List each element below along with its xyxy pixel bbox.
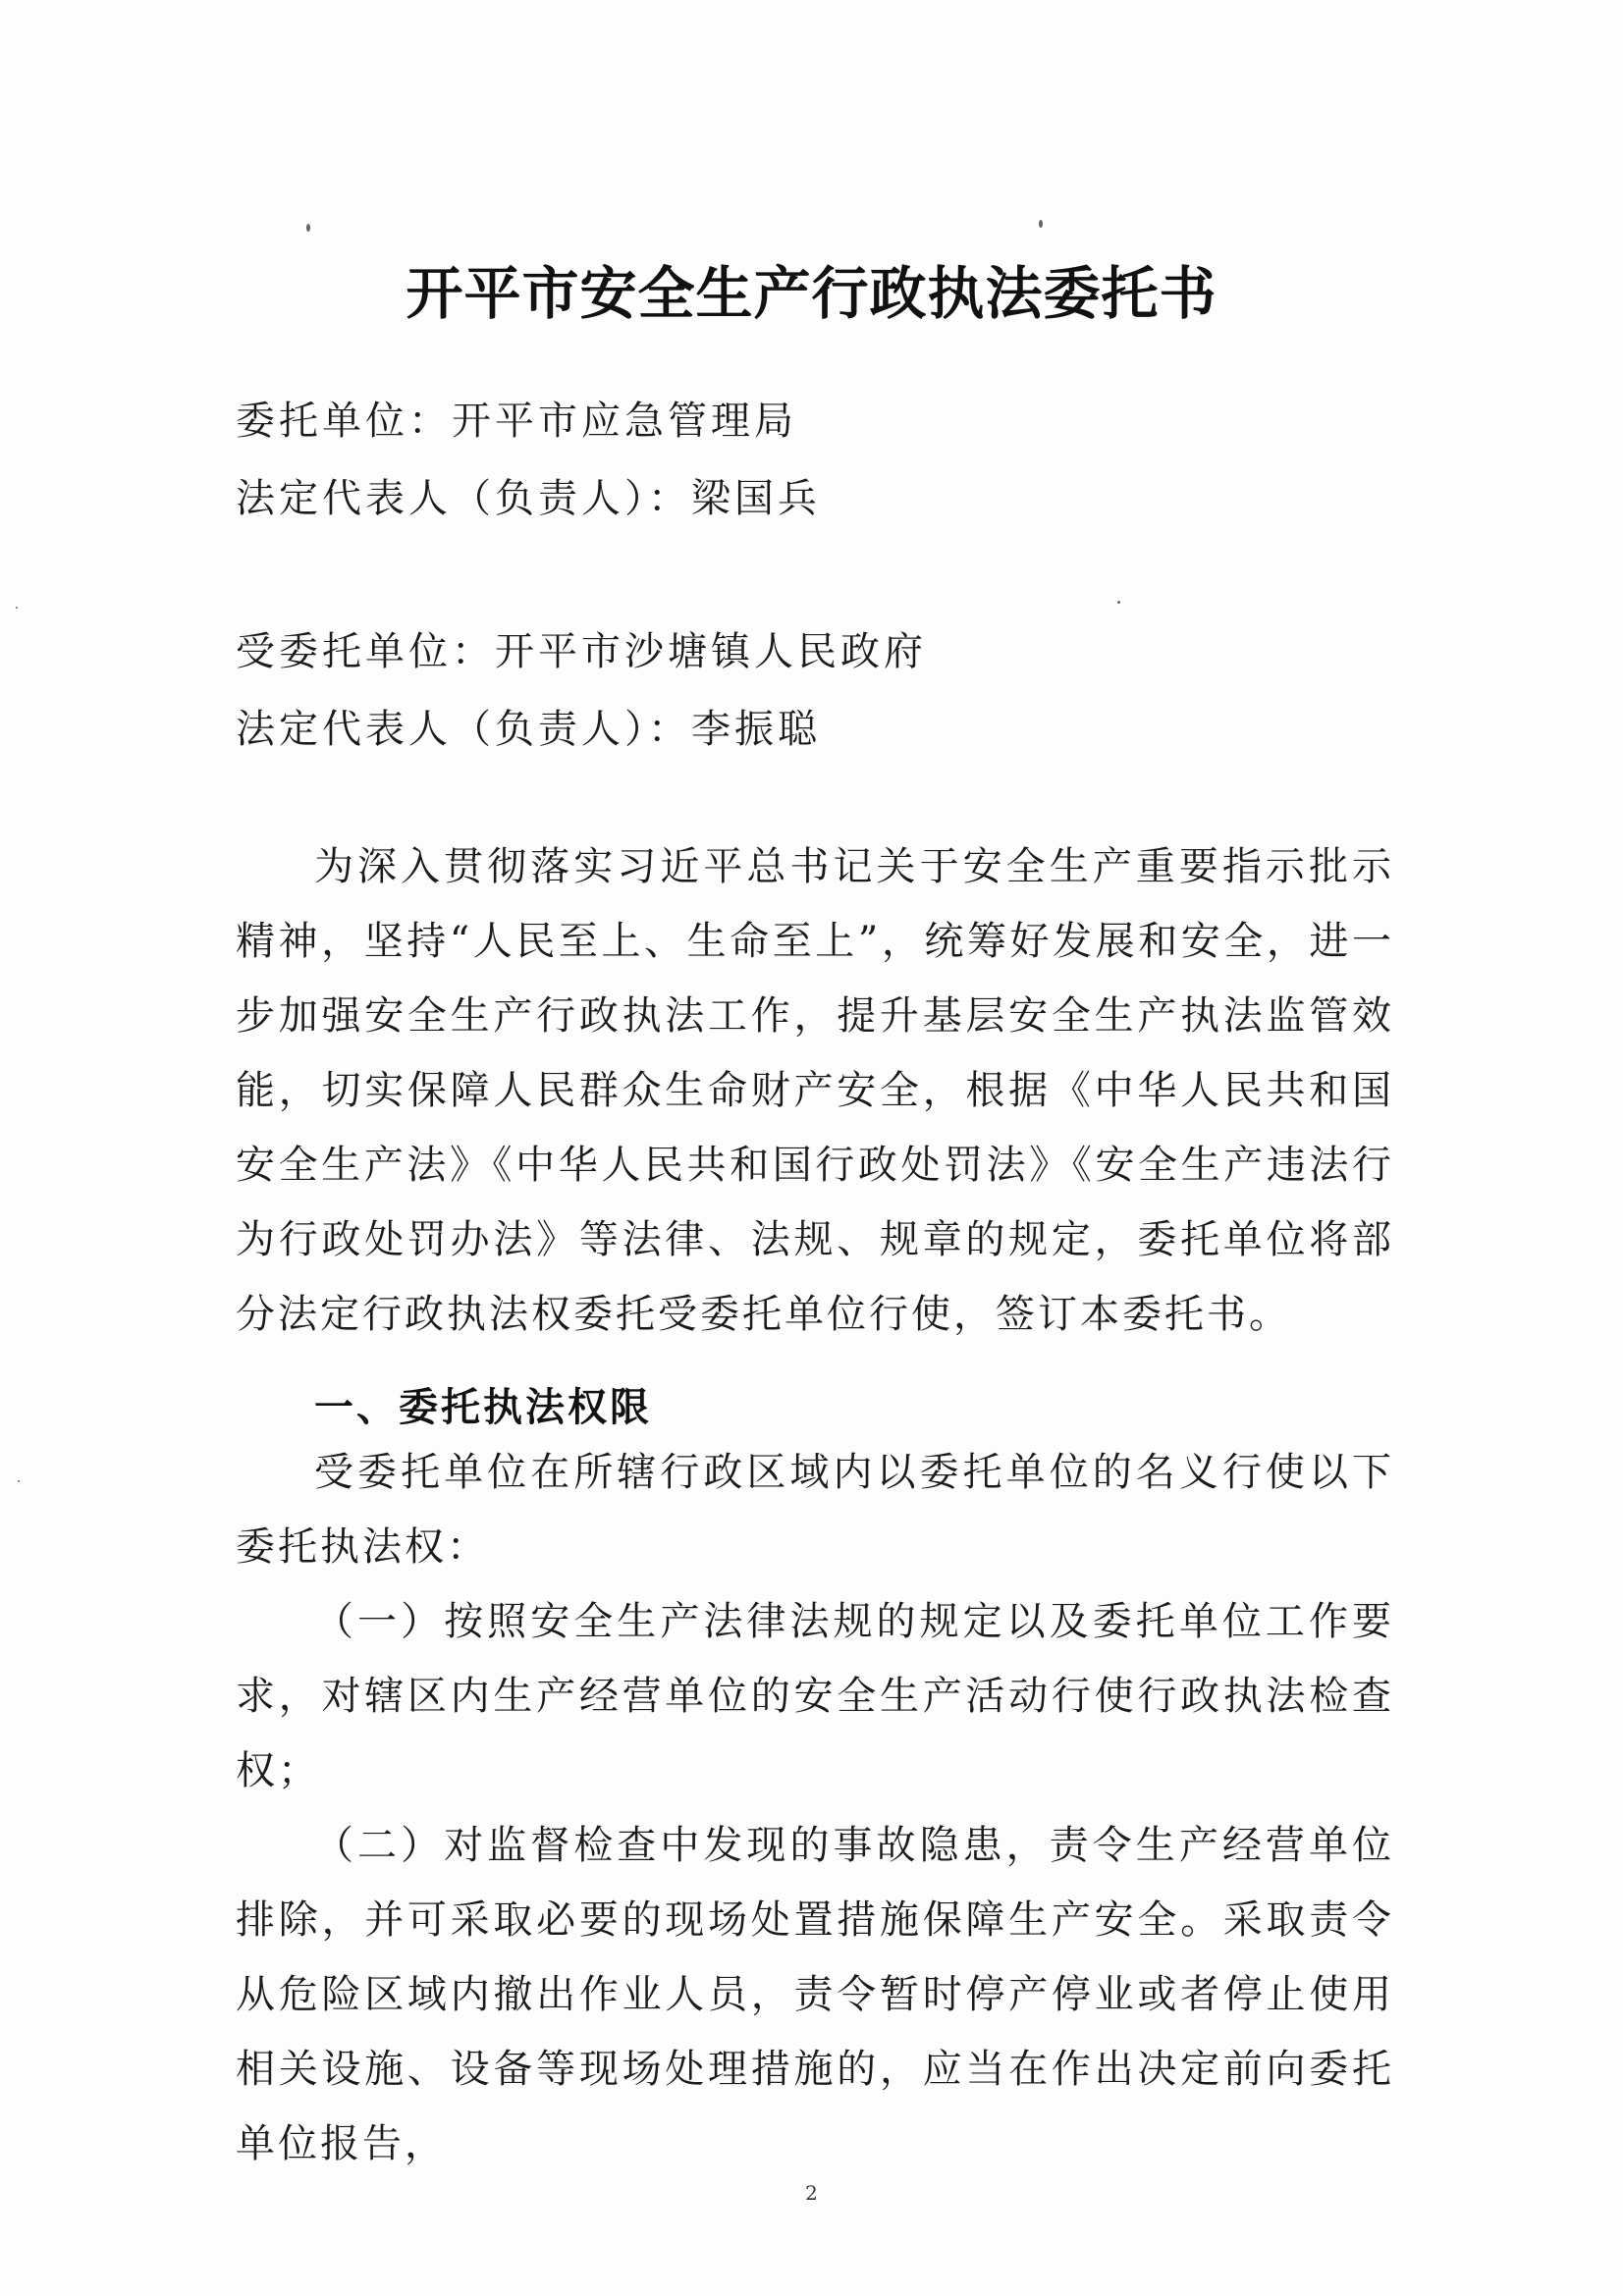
preamble-paragraph: 为深入贯彻落实习近平总书记关于安全生产重要指示批示精神，坚持“人民至上、生命至上”，统筹好发展和安全，进一步加强安全生产行政执法工作，提升基层安全生产执法监管效能，切实保障人民群众生命财产安全，根据《中华人民共和国安全生产法》《中华人民共和国行政处罚法》《安全生产违法行为行政处罚办法》等法律、法规、规章的规定，委托单位将部分法定行政执法权委托受委托单位行使，签订本委托书。: [236, 844, 1394, 1337]
scan-speck: [306, 224, 310, 232]
entrusted-representative: 法定代表人（负责人）：李振聪: [236, 707, 821, 752]
preamble-block: [236, 829, 1394, 1352]
section-1-block: [236, 1435, 1394, 2181]
entrusted-unit: 受委托单位：开平市沙塘镇人民政府: [236, 629, 927, 674]
page-number: 2: [805, 2181, 818, 2205]
item-1-paragraph: （一）按照安全生产法律法规的规定以及委托单位工作要求，对辖区内生产经营单位的安全生产活动行使行政执法检查权；: [236, 1599, 1394, 1793]
section-1-heading: 一、委托执法权限: [314, 1385, 652, 1430]
scan-speck: [16, 607, 18, 609]
scan-speck: [1117, 601, 1120, 604]
entrusting-representative: 法定代表人（负责人）：梁国兵: [236, 476, 821, 521]
item-2-paragraph: （二）对监督检查中发现的事故隐患，责令生产经营单位排除，并可采取必要的现场处置措施保障生产安全。采取责令从危险区域内撤出作业人员，责令暂时停产停业或者停止使用相关设施、设备等现场处理措施的，应当在作出决定前向委托单位报告，: [236, 1823, 1394, 2166]
scan-speck: [18, 1480, 20, 1482]
section-1-intro: 受委托单位在所辖行政区域内以委托单位的名义行使以下委托执法权：: [236, 1450, 1394, 1570]
document-title: 开平市安全生产行政执法委托书: [406, 260, 1217, 327]
scan-speck: [1039, 220, 1043, 228]
entrusting-unit: 委托单位：开平市应急管理局: [236, 399, 797, 444]
